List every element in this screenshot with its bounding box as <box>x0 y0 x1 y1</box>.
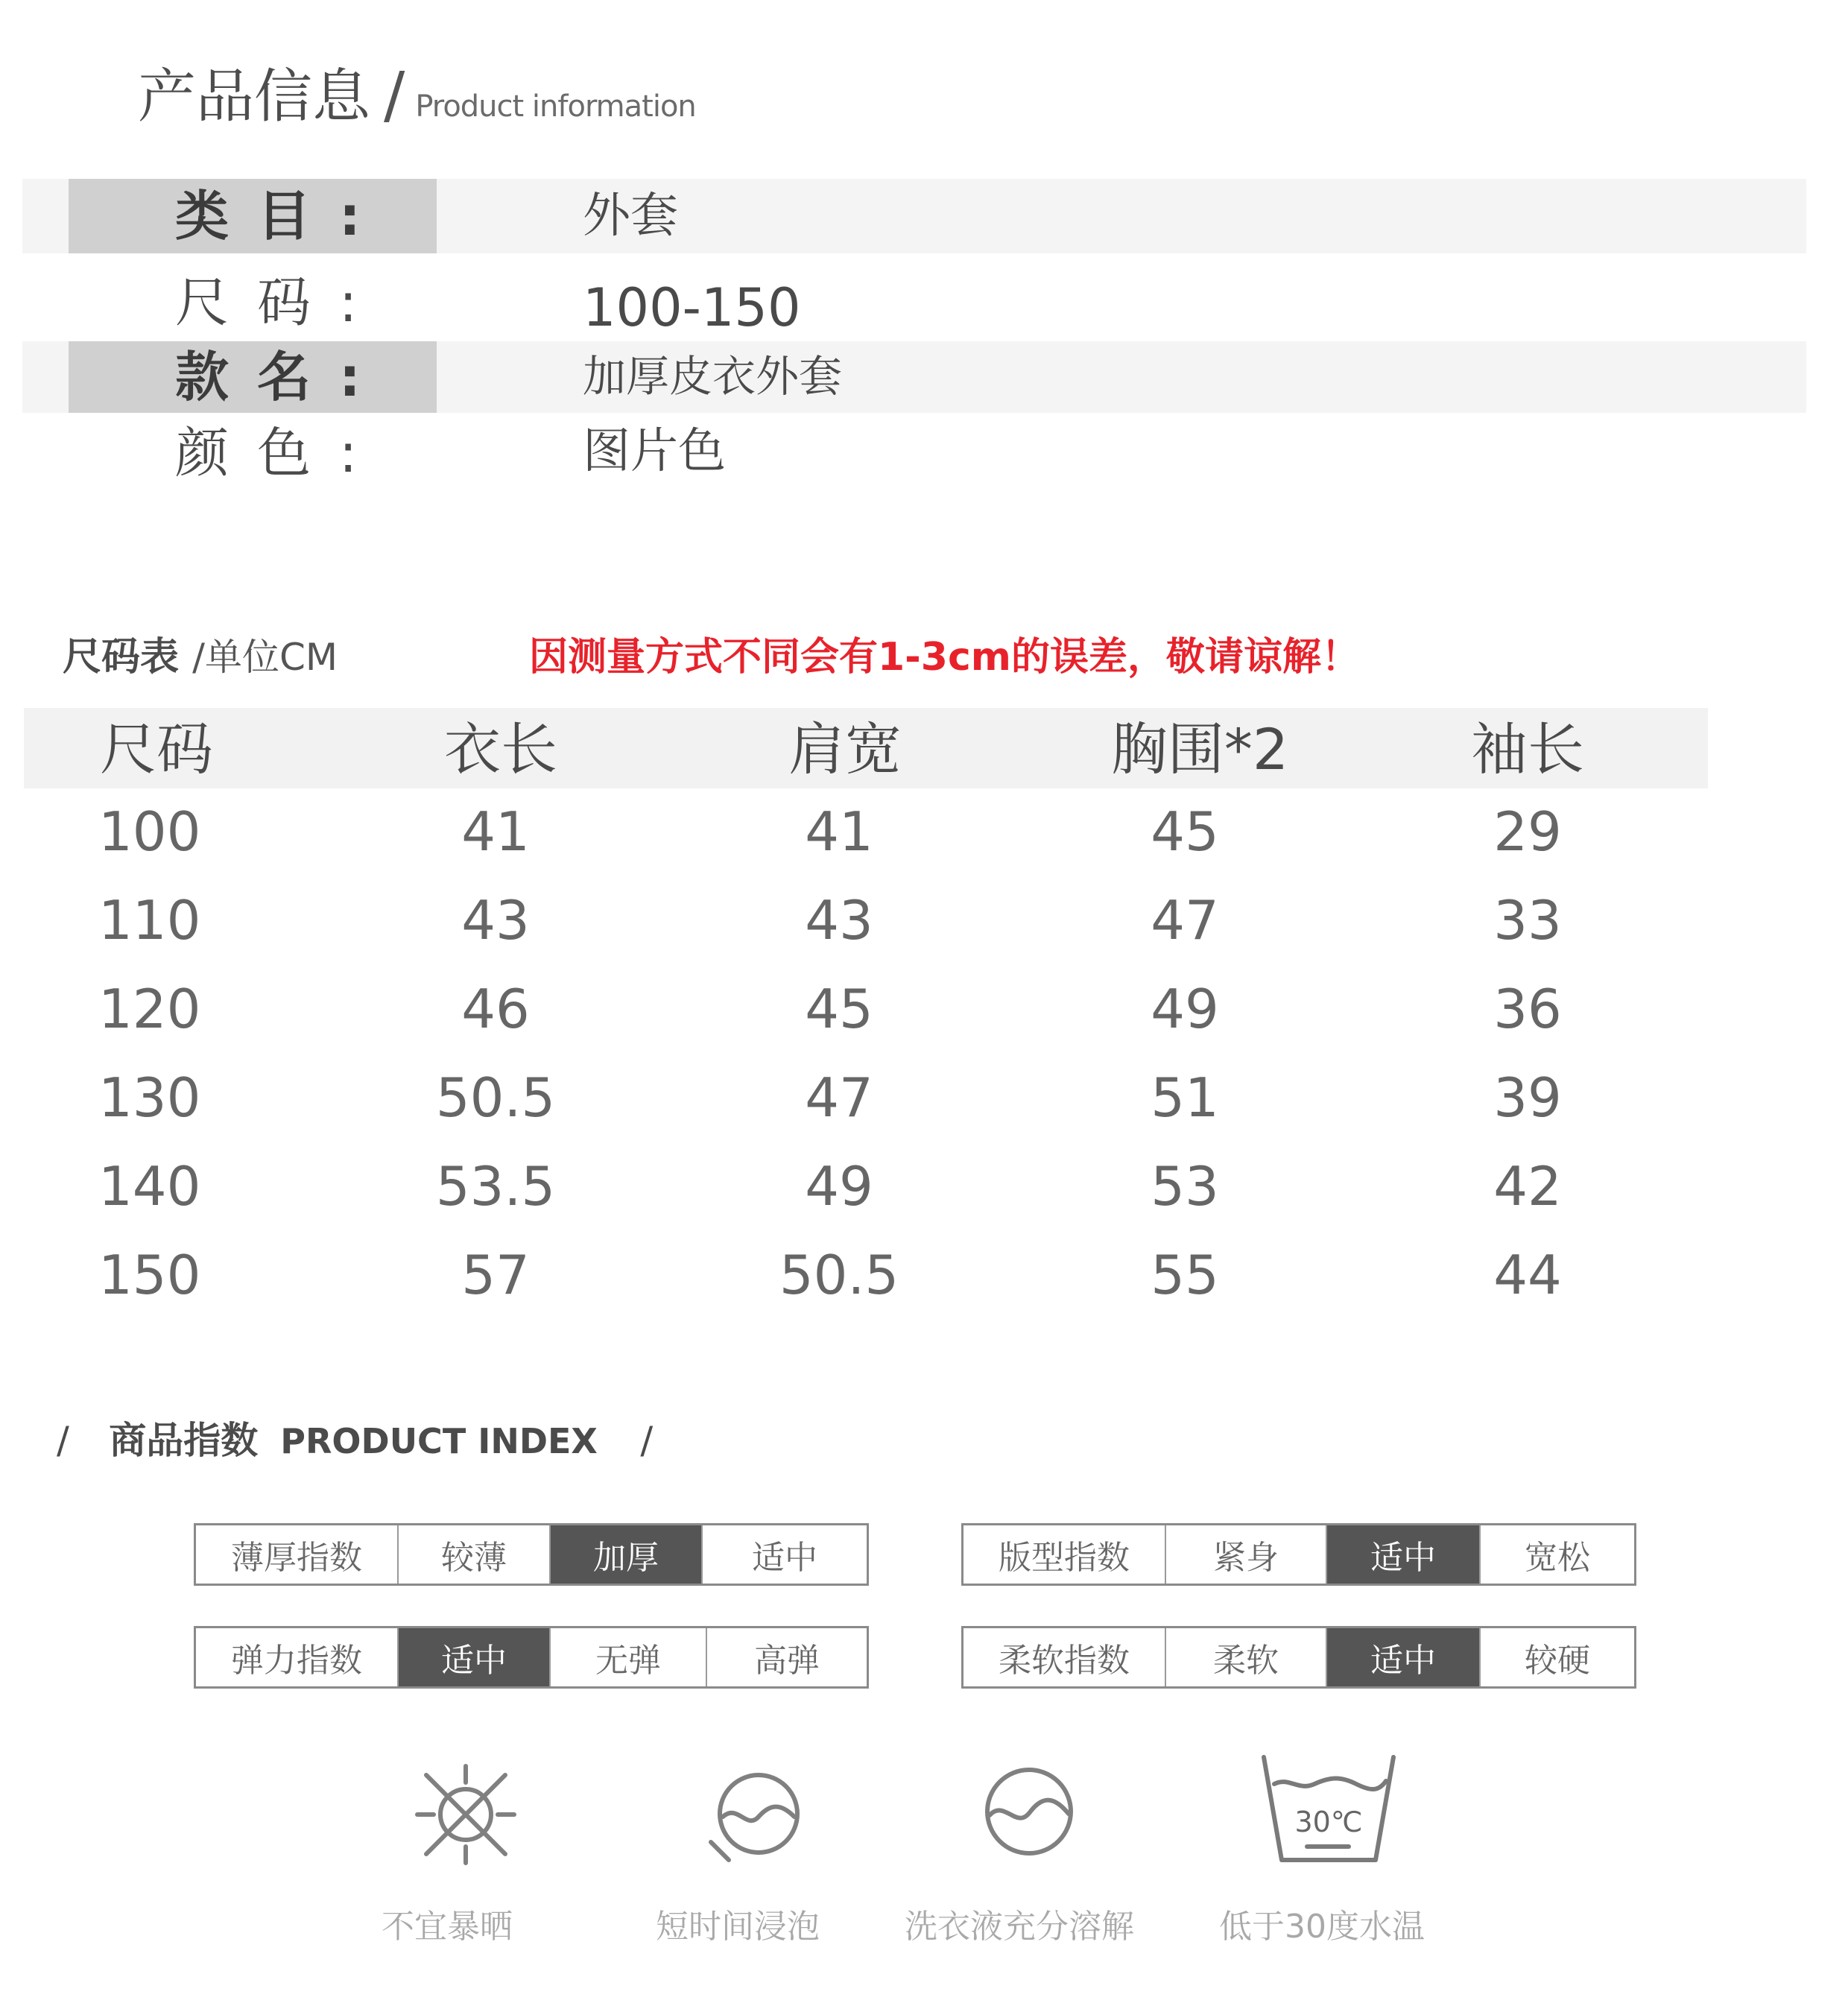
size-chart-size-cell: 110 <box>98 889 201 952</box>
size-chart-cell: 45 <box>805 978 873 1040</box>
size-chart-cell: 49 <box>1151 978 1219 1040</box>
size-chart-cell: 57 <box>461 1244 530 1306</box>
index-option-selected: 适中 <box>1327 1525 1481 1584</box>
elasticity-index-bar <box>194 1626 869 1689</box>
index-option: 无弹 <box>551 1628 707 1686</box>
size-chart-header: 衣长 <box>444 716 557 782</box>
no-sun-drying-icon <box>410 1759 522 1870</box>
size-chart-unit: /单位CM <box>192 636 338 679</box>
size-chart-cell: 29 <box>1493 800 1562 863</box>
info-label-style: 款名: <box>175 346 389 408</box>
size-chart-title: 尺码表 <box>63 635 180 680</box>
thickness-index-bar <box>194 1523 869 1586</box>
short-soak-icon <box>700 1765 805 1869</box>
info-label-size: 尺码: <box>175 271 386 334</box>
wash-temperature-label: 30℃ <box>1294 1806 1363 1838</box>
info-title-cn: 产品信息 <box>138 63 371 130</box>
index-option: 高弹 <box>754 1642 820 1680</box>
product-index-slash: / <box>57 1419 69 1462</box>
size-chart-header: 胸围*2 <box>1110 716 1289 782</box>
index-bar-name: 弹力指数 <box>196 1628 399 1686</box>
care-label: 低于30度水温 <box>1219 1908 1425 1946</box>
size-chart-cell: 42 <box>1493 1155 1562 1218</box>
info-title-en: Product information <box>415 89 696 124</box>
size-chart-cell: 36 <box>1493 978 1562 1040</box>
size-chart-cell: 51 <box>1151 1066 1219 1129</box>
info-title <box>138 58 696 131</box>
size-chart-cell: 41 <box>461 800 530 863</box>
product-index-title-cn: 商品指数 <box>109 1419 259 1462</box>
index-option: 较薄 <box>399 1525 551 1584</box>
info-value-style: 加厚皮衣外套 <box>583 351 843 402</box>
product-index-title-en: PRODUCT INDEX <box>280 1421 598 1461</box>
size-chart-cell: 50.5 <box>435 1066 556 1129</box>
fit-index-bar <box>961 1523 1636 1586</box>
care-label: 不宜暴晒 <box>382 1908 513 1946</box>
info-value-size: 100-150 <box>583 277 801 338</box>
info-label-category: 类目: <box>175 185 389 247</box>
size-chart-cell: 39 <box>1493 1066 1562 1129</box>
measurement-note: 因测量方式不同会有1-3cm的误差，敬请谅解！ <box>529 635 1360 680</box>
softness-index-bar <box>961 1626 1636 1689</box>
info-value-color: 图片色 <box>583 424 726 479</box>
index-bar-name: 版型指数 <box>963 1525 1166 1584</box>
size-chart-header: 袖长 <box>1471 716 1584 782</box>
size-chart-size-cell: 100 <box>98 800 201 863</box>
size-chart-cell: 49 <box>805 1155 873 1218</box>
size-chart-heading <box>63 635 338 680</box>
info-value-category: 外套 <box>583 189 678 244</box>
size-chart-cell: 46 <box>461 978 530 1040</box>
care-label: 洗衣液充分溶解 <box>905 1908 1134 1946</box>
index-option: 柔软 <box>1166 1628 1327 1686</box>
size-chart-cell: 53 <box>1151 1155 1219 1218</box>
size-chart-header: 肩宽 <box>788 716 902 782</box>
size-chart-cell: 44 <box>1493 1244 1562 1306</box>
index-option-selected: 适中 <box>399 1628 551 1686</box>
size-chart-cell: 43 <box>805 889 873 952</box>
index-option-selected: 适中 <box>1327 1628 1481 1686</box>
care-label: 短时间浸泡 <box>656 1908 820 1946</box>
index-option: 适中 <box>752 1539 817 1577</box>
index-bar-name: 柔软指数 <box>963 1628 1166 1686</box>
size-chart-size-cell: 130 <box>98 1066 201 1129</box>
size-chart-size-cell: 120 <box>98 978 201 1040</box>
size-chart-cell: 43 <box>461 889 530 952</box>
index-option: 较硬 <box>1525 1642 1590 1680</box>
size-chart-header: 尺码 <box>100 716 213 782</box>
dissolve-detergent-icon <box>981 1763 1078 1860</box>
index-option: 宽松 <box>1525 1539 1590 1577</box>
index-option: 紧身 <box>1166 1525 1327 1584</box>
size-chart-cell: 41 <box>805 800 873 863</box>
size-chart-cell: 50.5 <box>779 1244 899 1306</box>
size-chart-size-cell: 150 <box>98 1244 201 1306</box>
wash-30-icon <box>1259 1751 1398 1875</box>
size-chart-cell: 55 <box>1151 1244 1219 1306</box>
size-chart-cell: 47 <box>1151 889 1219 952</box>
size-chart-cell: 47 <box>805 1066 873 1129</box>
index-option-selected: 加厚 <box>551 1525 703 1584</box>
index-bar-name: 薄厚指数 <box>196 1525 399 1584</box>
size-chart-size-cell: 140 <box>98 1155 201 1218</box>
product-index-slash: / <box>640 1419 654 1462</box>
size-chart-cell: 33 <box>1493 889 1562 952</box>
info-title-slash: / <box>384 58 405 131</box>
size-chart-cell: 53.5 <box>435 1155 556 1218</box>
info-label-color: 颜色: <box>175 422 386 484</box>
product-index-heading <box>57 1419 654 1462</box>
size-chart-cell: 45 <box>1151 800 1219 863</box>
